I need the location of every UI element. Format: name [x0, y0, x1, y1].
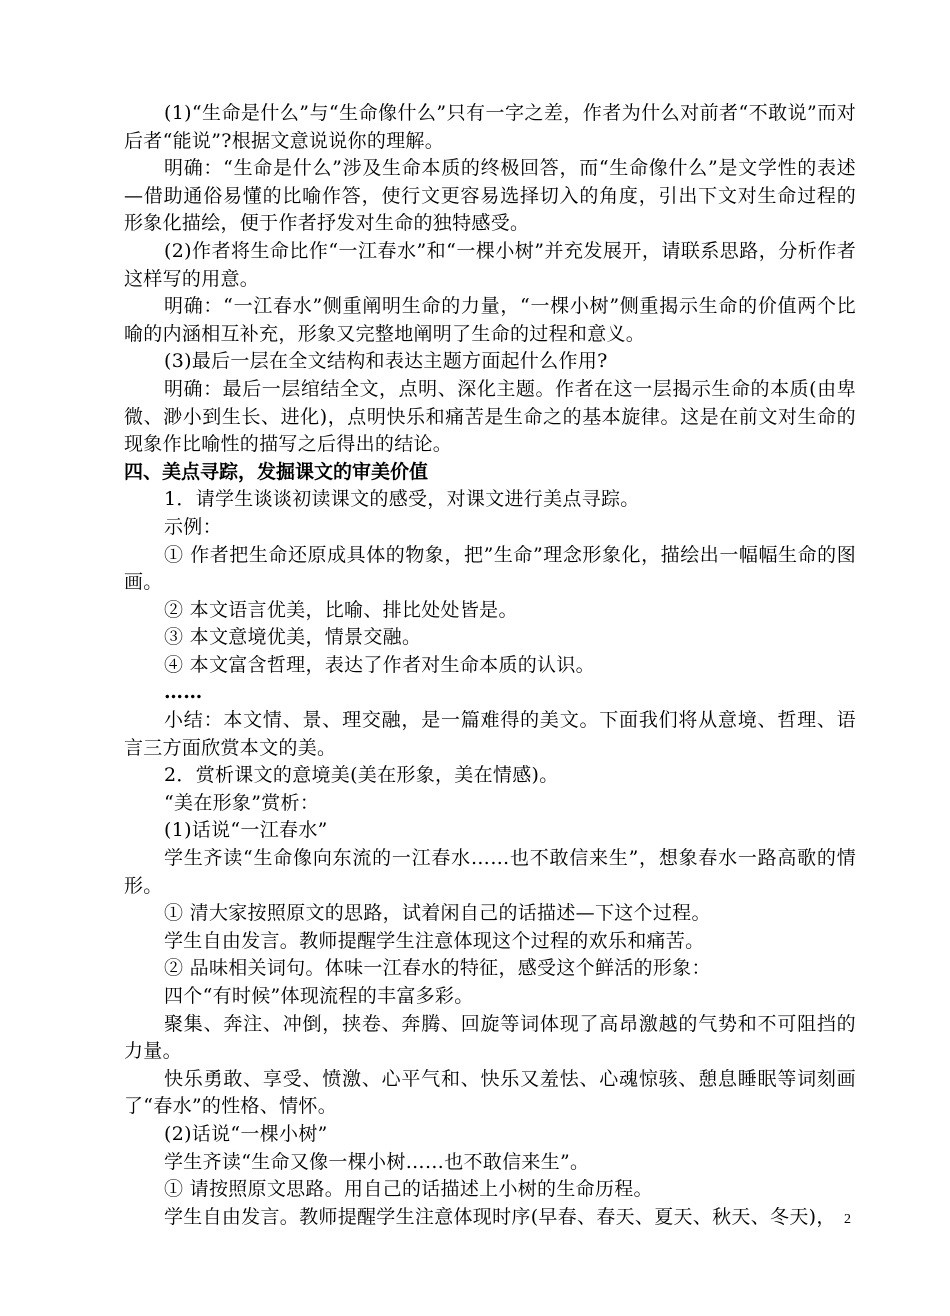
- paragraph-reading-2: 学生齐读“生命又像一棵小树……也不敢信来生”。: [164, 1150, 590, 1173]
- paragraph-subtopic-2: (2)话说“一棵小树”: [164, 1122, 328, 1145]
- paragraph-student-speech-1: 学生自由发言。教师提醒学生注意体现这个过程的欢乐和痛苦。: [164, 929, 705, 952]
- paragraph-subtopic-1: (1)话说“一江春水”: [164, 819, 328, 842]
- paragraph-question-1: (1)“生命是什么”与“生命像什么”只有一字之差，作者为什么对前者“不敢说”而对后者“能说”?根据文意说说你的理解。: [124, 102, 856, 152]
- paragraph-detail-1: 四个“有时候”体现流程的丰富多彩。: [164, 985, 474, 1007]
- paragraph-example-1: ① 作者把生命还原成具体的物象，把”生命”理念形象化，描绘出一幅幅生命的图画。: [124, 543, 856, 594]
- paragraph-example-2: ② 本文语言优美，比喻、排比处处皆是。: [164, 598, 518, 621]
- paragraph-question-2: (2)作者将生命比作“一江春水”和“一棵小树”并充发展开，请联系思路，分析作者这样写的用意。: [124, 239, 856, 290]
- paragraph-answer-1: 明确：“生命是什么”涉及生命本质的终极回答，而“生命像什么”是文学性的表述—借助通俗易懂的比喻作答，使行文更容易选择切入的角度，引出下文对生命过程的形象化描绘，便于作者抒发对生命的独特感受。: [124, 157, 856, 235]
- paragraph-answer-3: 明确：最后一层绾结全文，点明、深化主题。作者在这一层揭示生命的本质(由卑微、渺小到生长、进化)，点明快乐和痛苦是生命之的基本旋律。这是在前文对生命的现象作比喻性的描写之后得出的结论。: [124, 377, 856, 456]
- section-heading: 四、美点寻踪，发掘课文的审美价值: [124, 460, 429, 483]
- paragraph-detail-2: 聚集、奔注、冲倒，挟卷、奔腾、回旋等词体现了高昂激越的气势和不可阻挡的力量。: [124, 1012, 856, 1063]
- paragraph-example-3: ③ 本文意境优美，情景交融。: [164, 626, 422, 649]
- paragraph-reading-1: 学生齐读“生命像向东流的一江春水……也不敢信来生”，想象春水一路高歌的情形。: [124, 847, 856, 897]
- paragraph-example-label: 示例：: [164, 515, 222, 538]
- page-number: 2: [844, 1212, 851, 1227]
- paragraph-step-1: ① 清大家按照原文的思路，试着闲自己的话描述—下这个过程。: [164, 902, 711, 925]
- paragraph-question-3: (3)最后一层在全文结构和表达主题方面起什么作用?: [164, 350, 608, 373]
- paragraph-example-4: ④ 本文富含哲理，表达了作者对生命本质的认识。: [164, 653, 595, 676]
- paragraph-summary: 小结：本文情、景、理交融，是一篇难得的美文。下面我们将从意境、哲理、语言三方面欣赏本文的美。: [124, 709, 856, 759]
- paragraph-answer-2: 明确：“一江春水”侧重阐明生命的力量，“一棵小树”侧重揭示生命的价值两个比喻的内涵相互补充，形象又完整地阐明了生命的过程和意义。: [124, 295, 856, 345]
- document-body: [124, 100, 856, 1231]
- ellipsis-line: ……: [164, 681, 203, 704]
- paragraph-detail-3: 快乐勇敢、享受、愤激、心平气和、快乐又羞怯、心魂惊骇、憩息睡眠等词刻画了“春水”的性格、情怀。: [124, 1067, 856, 1118]
- paragraph-step-2: ② 品味相关词句。体味一江春水的特征，感受这个鲜活的形象：: [164, 957, 711, 980]
- paragraph-step-3: ① 请按照原文思路。用自己的话描述上小树的生命历程。: [164, 1178, 653, 1201]
- paragraph-task-1: 1．请学生谈谈初读课文的感受，对课文进行美点寻踪。: [164, 488, 640, 511]
- paragraph-image-beauty: “美在形象”赏析：: [164, 791, 320, 814]
- paragraph-student-speech-2: 学生自由发言。教师提醒学生注意体现时序(早春、春天、夏天、秋天、冬天)，: [164, 1205, 836, 1228]
- paragraph-task-2: 2．赏析课文的意境美(美在形象，美在情感)。: [164, 764, 559, 787]
